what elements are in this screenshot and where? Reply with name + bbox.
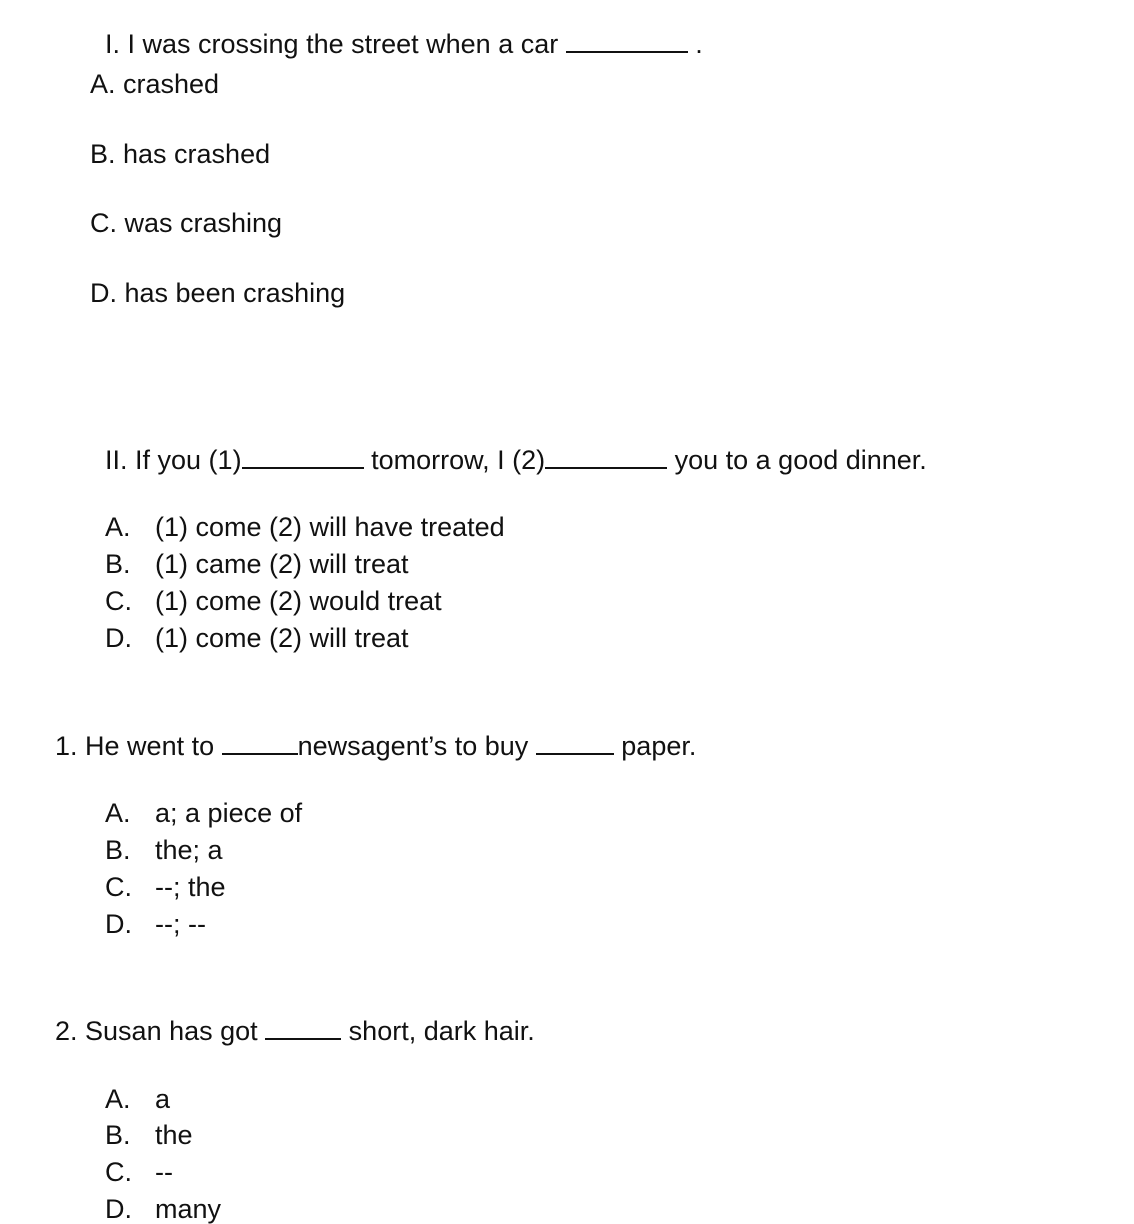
option-text: (1) come (2) would treat bbox=[155, 586, 442, 616]
question-4-stem-part1: 2. Susan has got bbox=[55, 1016, 266, 1046]
option-text: --; the bbox=[155, 872, 226, 902]
question-4-stem bbox=[40, 989, 535, 1045]
option-letter: A. bbox=[105, 1084, 131, 1114]
option-letter: B. bbox=[105, 1120, 131, 1150]
option-text: a; a piece of bbox=[155, 798, 303, 828]
question-2-stem bbox=[90, 418, 927, 474]
question-3-option-d bbox=[90, 884, 206, 938]
question-3-stem-part3: paper. bbox=[613, 731, 697, 761]
option-letter: B. bbox=[105, 835, 131, 865]
option-text: the bbox=[155, 1120, 193, 1150]
question-3-stem-part2: newsagent’s to buy bbox=[297, 731, 536, 761]
question-1-stem-end: . bbox=[687, 29, 703, 59]
answer-blank-1 bbox=[242, 445, 364, 469]
question-1-option-b: B. has crashed bbox=[90, 139, 271, 169]
option-letter: D. bbox=[105, 1194, 133, 1224]
answer-blank bbox=[265, 1016, 341, 1040]
answer-blank-1 bbox=[222, 731, 298, 755]
question-2-stem-part2: tomorrow, I (2) bbox=[363, 445, 546, 475]
option-text: (1) come (2) will treat bbox=[155, 623, 409, 653]
option-letter: C. bbox=[105, 1157, 133, 1187]
question-1-stem bbox=[90, 2, 703, 58]
answer-blank-2 bbox=[545, 445, 667, 469]
question-4-stem-part2: short, dark hair. bbox=[341, 1016, 535, 1046]
option-text: (1) came (2) will treat bbox=[155, 549, 409, 579]
option-letter: B. bbox=[105, 549, 131, 579]
option-letter: C. bbox=[105, 872, 133, 902]
question-4-option-d bbox=[90, 1169, 221, 1223]
question-1-option-a: A. crashed bbox=[90, 69, 220, 99]
question-1-option-d: D. has been crashing bbox=[90, 278, 346, 308]
option-text: a bbox=[155, 1084, 171, 1114]
question-2-stem-part3: you to a good dinner. bbox=[667, 445, 927, 475]
option-text: many bbox=[155, 1194, 222, 1224]
question-3-stem-part1: 1. He went to bbox=[55, 731, 222, 761]
answer-blank-2 bbox=[536, 731, 614, 755]
option-text: --; -- bbox=[155, 909, 206, 939]
question-3-stem bbox=[40, 704, 696, 760]
question-2-stem-part1: II. If you (1) bbox=[105, 445, 242, 475]
answer-blank bbox=[566, 29, 688, 53]
option-letter: A. bbox=[105, 512, 131, 542]
question-1-option-c: C. was crashing bbox=[90, 208, 283, 238]
question-1-stem-text: I. I was crossing the street when a car bbox=[105, 29, 566, 59]
question-2-option-d bbox=[90, 598, 409, 652]
option-text: (1) come (2) will have treated bbox=[155, 512, 505, 542]
option-letter: C. bbox=[105, 586, 133, 616]
option-letter: A. bbox=[105, 798, 131, 828]
option-letter: D. bbox=[105, 623, 133, 653]
option-text: -- bbox=[155, 1157, 173, 1187]
option-text: the; a bbox=[155, 835, 223, 865]
option-letter: D. bbox=[105, 909, 133, 939]
